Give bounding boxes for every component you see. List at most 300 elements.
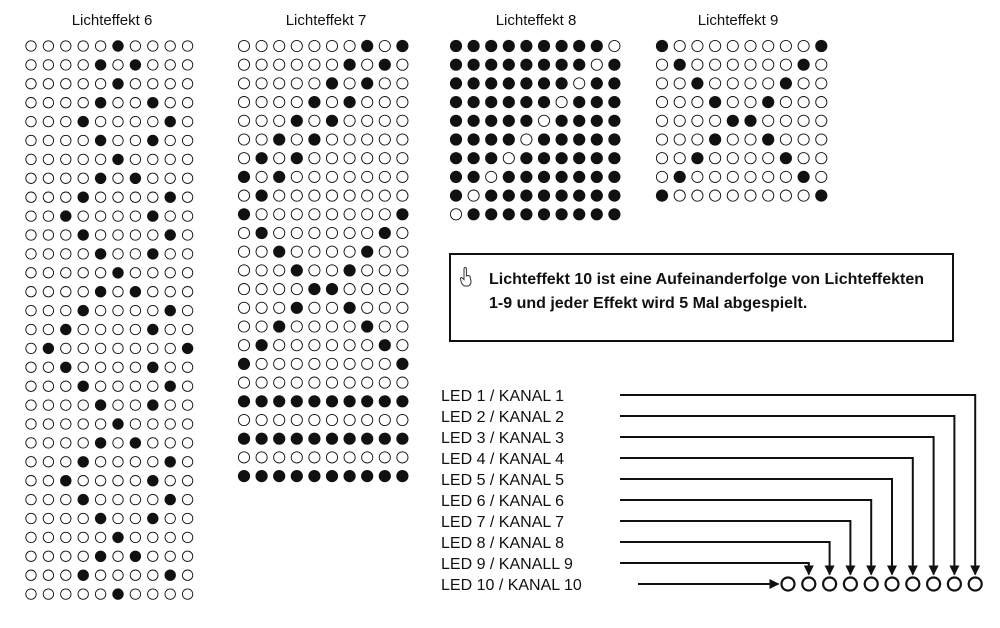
led-on	[763, 97, 774, 108]
led-on	[468, 97, 479, 108]
led-on	[468, 171, 479, 182]
led-on	[78, 192, 88, 202]
led-off	[379, 284, 390, 295]
led-off	[238, 284, 249, 295]
led-off	[78, 173, 88, 183]
led-off	[710, 78, 721, 89]
led-on	[326, 115, 337, 126]
led-off	[256, 358, 267, 369]
led-off	[182, 268, 192, 278]
led-off	[78, 343, 88, 353]
led-off	[362, 97, 373, 108]
led-off	[397, 153, 408, 164]
led-off	[78, 211, 88, 221]
led-off	[165, 60, 175, 70]
led-off	[256, 115, 267, 126]
led-off	[397, 78, 408, 89]
led-off	[26, 211, 36, 221]
led-on	[78, 457, 88, 467]
led-off	[692, 97, 703, 108]
led-off	[165, 551, 175, 561]
led-off	[309, 209, 320, 220]
led-off	[763, 171, 774, 182]
led-on	[450, 78, 461, 89]
led-off	[61, 116, 71, 126]
led-off	[43, 79, 53, 89]
led-on	[556, 78, 567, 89]
led-on	[397, 433, 408, 444]
led-off	[26, 230, 36, 240]
led-off	[95, 381, 105, 391]
led-on	[538, 134, 549, 145]
hand-pointer-icon	[459, 267, 473, 287]
led-off	[182, 589, 192, 599]
led-off	[43, 192, 53, 202]
led-off	[182, 324, 192, 334]
led-off	[165, 419, 175, 429]
led-on	[379, 433, 390, 444]
led-on	[574, 97, 585, 108]
channel-wiring	[441, 388, 982, 594]
led-off	[26, 305, 36, 315]
led-off	[148, 494, 158, 504]
led-off	[816, 171, 827, 182]
led-on	[521, 209, 532, 220]
channel-wire	[620, 521, 850, 575]
led-on	[95, 135, 105, 145]
led-off	[182, 494, 192, 504]
led-on	[238, 396, 249, 407]
led-on	[574, 171, 585, 182]
led-off	[61, 494, 71, 504]
led-on	[291, 433, 302, 444]
led-off	[379, 302, 390, 313]
led-output	[969, 578, 982, 591]
led-on	[291, 115, 302, 126]
led-off	[674, 153, 685, 164]
led-off	[182, 79, 192, 89]
led-off	[727, 59, 738, 70]
led-off	[113, 324, 123, 334]
led-off	[113, 173, 123, 183]
led-off	[130, 419, 140, 429]
led-off	[95, 192, 105, 202]
led-off	[362, 377, 373, 388]
led-off	[763, 59, 774, 70]
led-off	[326, 40, 337, 51]
led-off	[656, 153, 667, 164]
led-off	[61, 381, 71, 391]
led-on	[362, 433, 373, 444]
led-on	[521, 190, 532, 201]
led-off	[274, 190, 285, 201]
led-off	[182, 154, 192, 164]
led-off	[397, 97, 408, 108]
led-off	[326, 59, 337, 70]
led-on	[397, 40, 408, 51]
led-on	[798, 59, 809, 70]
led-off	[727, 153, 738, 164]
led-off	[486, 171, 497, 182]
led-off	[274, 340, 285, 351]
led-off	[763, 115, 774, 126]
led-on	[113, 268, 123, 278]
led-off	[26, 589, 36, 599]
led-on	[503, 171, 514, 182]
led-off	[344, 209, 355, 220]
led-off	[113, 135, 123, 145]
led-off	[148, 60, 158, 70]
led-off	[26, 192, 36, 202]
led-off	[182, 419, 192, 429]
led-on	[556, 153, 567, 164]
led-off	[26, 494, 36, 504]
led-off	[780, 97, 791, 108]
led-off	[326, 302, 337, 313]
led-on	[609, 153, 620, 164]
channel-label: LED 1 / KANAL 1	[441, 388, 565, 405]
led-off	[710, 59, 721, 70]
led-off	[745, 97, 756, 108]
led-off	[26, 343, 36, 353]
led-off	[326, 97, 337, 108]
led-off	[309, 227, 320, 238]
led-off	[344, 134, 355, 145]
led-off	[450, 209, 461, 220]
led-on	[43, 343, 53, 353]
led-off	[182, 532, 192, 542]
led-on	[256, 340, 267, 351]
led-off	[130, 589, 140, 599]
led-off	[397, 171, 408, 182]
led-off	[61, 41, 71, 51]
led-off	[362, 414, 373, 425]
led-off	[397, 115, 408, 126]
led-off	[113, 211, 123, 221]
led-on	[574, 209, 585, 220]
led-on	[148, 98, 158, 108]
led-off	[291, 246, 302, 257]
led-off	[656, 59, 667, 70]
led-off	[148, 268, 158, 278]
led-off	[182, 116, 192, 126]
led-on	[291, 153, 302, 164]
led-off	[291, 377, 302, 388]
led-off	[816, 78, 827, 89]
led-on	[486, 78, 497, 89]
led-off	[130, 154, 140, 164]
led-output	[886, 578, 899, 591]
led-off	[780, 115, 791, 126]
led-off	[745, 190, 756, 201]
led-on	[710, 134, 721, 145]
led-off	[182, 287, 192, 297]
led-off	[130, 476, 140, 486]
led-output	[802, 578, 815, 591]
led-on	[309, 284, 320, 295]
led-off	[291, 97, 302, 108]
led-off	[78, 324, 88, 334]
led-off	[379, 414, 390, 425]
led-off	[95, 570, 105, 580]
led-off	[556, 97, 567, 108]
led-off	[238, 190, 249, 201]
led-on	[362, 40, 373, 51]
led-on	[521, 153, 532, 164]
led-off	[291, 340, 302, 351]
led-off	[148, 532, 158, 542]
led-off	[344, 115, 355, 126]
led-off	[95, 268, 105, 278]
led-on	[95, 249, 105, 259]
led-on	[238, 171, 249, 182]
led-on	[78, 494, 88, 504]
led-off	[165, 79, 175, 89]
led-off	[238, 153, 249, 164]
led-off	[274, 265, 285, 276]
led-off	[238, 340, 249, 351]
led-off	[78, 532, 88, 542]
led-off	[309, 190, 320, 201]
led-on	[61, 324, 71, 334]
led-on	[816, 190, 827, 201]
led-off	[674, 115, 685, 126]
led-off	[397, 265, 408, 276]
led-output	[948, 578, 961, 591]
led-off	[727, 134, 738, 145]
led-off	[148, 343, 158, 353]
led-on	[450, 153, 461, 164]
led-off	[238, 227, 249, 238]
led-off	[274, 377, 285, 388]
note-text: Lichteffekt 10 ist eine Aufeinanderfolge von Lichteffekten 1-9 und jeder Effekt wird 5 Mal abgespielt.	[489, 271, 925, 312]
led-on	[521, 97, 532, 108]
led-on	[326, 396, 337, 407]
led-off	[148, 438, 158, 448]
led-off	[78, 60, 88, 70]
led-on	[468, 40, 479, 51]
led-on	[326, 471, 337, 482]
led-on	[591, 40, 602, 51]
led-on	[486, 97, 497, 108]
led-off	[165, 476, 175, 486]
led-off	[503, 153, 514, 164]
led-off	[113, 192, 123, 202]
led-off	[309, 171, 320, 182]
led-off	[130, 343, 140, 353]
led-off	[26, 287, 36, 297]
led-off	[309, 59, 320, 70]
led-off	[362, 153, 373, 164]
led-on	[780, 78, 791, 89]
led-on	[256, 471, 267, 482]
led-off	[326, 134, 337, 145]
led-on	[148, 362, 158, 372]
led-off	[238, 452, 249, 463]
led-off	[26, 457, 36, 467]
led-on	[591, 97, 602, 108]
led-off	[692, 171, 703, 182]
led-on	[538, 40, 549, 51]
led-off	[656, 134, 667, 145]
led-on	[291, 471, 302, 482]
led-off	[344, 246, 355, 257]
led-off	[727, 40, 738, 51]
led-off	[326, 190, 337, 201]
led-off	[798, 78, 809, 89]
led-off	[379, 134, 390, 145]
led-on	[362, 321, 373, 332]
led-off	[362, 284, 373, 295]
led-off	[379, 190, 390, 201]
led-on	[291, 265, 302, 276]
led-on	[78, 116, 88, 126]
led-off	[362, 190, 373, 201]
effect-title: Lichteffekt 9	[697, 12, 779, 29]
led-off	[43, 457, 53, 467]
led-on	[503, 115, 514, 126]
led-off	[780, 190, 791, 201]
led-off	[745, 40, 756, 51]
led-output	[865, 578, 878, 591]
led-off	[148, 173, 158, 183]
led-off	[362, 171, 373, 182]
led-off	[182, 457, 192, 467]
led-off	[26, 154, 36, 164]
led-off	[148, 154, 158, 164]
led-off	[113, 98, 123, 108]
led-on	[503, 59, 514, 70]
led-on	[609, 209, 620, 220]
led-on	[574, 115, 585, 126]
led-off	[344, 40, 355, 51]
led-off	[710, 115, 721, 126]
led-off	[78, 476, 88, 486]
led-off	[397, 134, 408, 145]
led-on	[609, 97, 620, 108]
led-off	[344, 340, 355, 351]
led-off	[362, 227, 373, 238]
led-off	[710, 190, 721, 201]
led-off	[165, 532, 175, 542]
led-on	[609, 171, 620, 182]
led-off	[538, 115, 549, 126]
led-off	[113, 116, 123, 126]
led-on	[238, 471, 249, 482]
led-off	[165, 400, 175, 410]
led-off	[182, 173, 192, 183]
led-off	[95, 230, 105, 240]
led-on	[745, 115, 756, 126]
led-on	[362, 471, 373, 482]
led-off	[397, 246, 408, 257]
led-off	[130, 268, 140, 278]
led-off	[113, 400, 123, 410]
led-off	[397, 340, 408, 351]
led-off	[309, 321, 320, 332]
led-off	[61, 343, 71, 353]
led-on	[397, 209, 408, 220]
led-off	[780, 40, 791, 51]
led-off	[397, 414, 408, 425]
led-off	[379, 78, 390, 89]
led-off	[78, 41, 88, 51]
channel-label: LED 8 / KANAL 8	[441, 535, 565, 552]
led-off	[362, 265, 373, 276]
led-off	[309, 414, 320, 425]
led-off	[362, 134, 373, 145]
led-on	[556, 59, 567, 70]
led-off	[26, 324, 36, 334]
led-off	[256, 171, 267, 182]
led-off	[165, 513, 175, 523]
led-on	[468, 153, 479, 164]
led-off	[182, 513, 192, 523]
led-on	[291, 396, 302, 407]
led-off	[113, 287, 123, 297]
led-off	[309, 377, 320, 388]
led-off	[61, 287, 71, 297]
led-off	[780, 134, 791, 145]
led-off	[148, 419, 158, 429]
led-off	[379, 209, 390, 220]
led-on	[130, 551, 140, 561]
led-off	[95, 324, 105, 334]
led-on	[61, 476, 71, 486]
led-off	[61, 79, 71, 89]
led-off	[710, 40, 721, 51]
led-on	[468, 115, 479, 126]
led-off	[274, 358, 285, 369]
led-off	[43, 305, 53, 315]
led-off	[182, 476, 192, 486]
led-on	[309, 134, 320, 145]
led-on	[609, 134, 620, 145]
led-off	[61, 135, 71, 145]
led-off	[26, 249, 36, 259]
led-off	[165, 135, 175, 145]
led-off	[148, 230, 158, 240]
led-off	[362, 59, 373, 70]
led-off	[43, 211, 53, 221]
led-off	[727, 78, 738, 89]
led-off	[78, 79, 88, 89]
led-off	[379, 358, 390, 369]
led-on	[61, 211, 71, 221]
led-off	[130, 305, 140, 315]
led-off	[326, 358, 337, 369]
led-off	[745, 153, 756, 164]
led-off	[61, 419, 71, 429]
led-off	[291, 59, 302, 70]
led-on	[468, 134, 479, 145]
led-on	[538, 59, 549, 70]
led-on	[591, 115, 602, 126]
led-off	[344, 190, 355, 201]
led-off	[43, 98, 53, 108]
led-off	[165, 362, 175, 372]
led-off	[256, 414, 267, 425]
led-on	[486, 190, 497, 201]
led-off	[95, 419, 105, 429]
led-off	[256, 97, 267, 108]
led-off	[326, 452, 337, 463]
led-off	[113, 60, 123, 70]
led-off	[745, 134, 756, 145]
led-off	[43, 400, 53, 410]
led-off	[26, 116, 36, 126]
led-off	[130, 211, 140, 221]
